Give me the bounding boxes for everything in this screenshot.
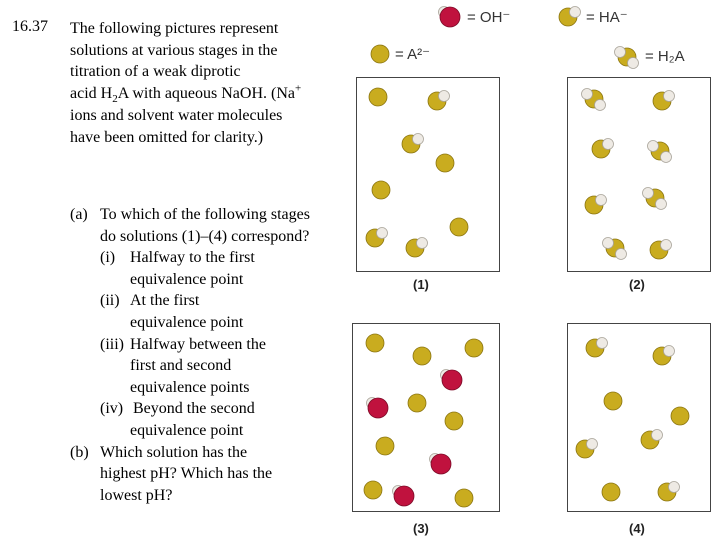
a2-ion-icon — [611, 492, 612, 493]
problem-number: 16.37 — [12, 18, 48, 35]
h2a-molecule-icon — [615, 248, 616, 249]
a2-ion-icon — [378, 97, 379, 98]
oh-ion-icon — [441, 464, 442, 465]
part-b-label: (b) — [70, 443, 89, 461]
intro-line-2: solutions at various stages in the — [70, 41, 278, 59]
a2-ion-icon — [373, 490, 374, 491]
ha-ion-icon — [415, 248, 416, 249]
option-ii-text-1: At the first — [130, 292, 200, 310]
a2-ion-icon — [613, 401, 614, 402]
part-b-line-3: lowest pH? — [100, 486, 173, 504]
option-iv-text-1: Beyond the second — [133, 400, 255, 418]
legend-ha-icon — [568, 17, 569, 18]
ha-ion-icon — [595, 348, 596, 349]
option-i-text-2: equivalence point — [130, 270, 244, 288]
option-iii-label: (iii) — [100, 335, 124, 353]
ha-ion-icon — [411, 144, 412, 145]
option-ii-text-2: equivalence point — [130, 314, 244, 331]
part-a-question-line-1: To which of the following stages — [100, 206, 310, 223]
part-a-question-line-2: do solutions (1)–(4) correspond? — [100, 227, 310, 245]
intro-line-4: acid $H_2A$ with aqueous NaOH. (Na+ — [70, 82, 302, 106]
a2-ion-icon — [422, 356, 423, 357]
h2a-molecule-icon — [655, 198, 656, 199]
problem-intro — [70, 18, 301, 148]
option-iii-text-2: first and second — [130, 357, 232, 375]
ha-ion-icon — [594, 205, 595, 206]
part-b-line-2: highest pH? Which has the — [100, 465, 273, 483]
solution-panel-4 — [567, 323, 711, 512]
ha-ion-icon — [375, 238, 376, 239]
intro-line-1: The following pictures represent — [70, 20, 279, 37]
option-i-label: (i) — [100, 249, 116, 267]
legend-h2a-label: = H₂A — [645, 48, 685, 65]
a2-ion-icon — [454, 421, 455, 422]
part-a-label: (a) — [70, 206, 88, 223]
oh-ion-icon — [452, 380, 453, 381]
a2-ion-icon — [375, 343, 376, 344]
ha-ion-icon — [601, 149, 602, 150]
legend-a2-icon — [380, 54, 381, 55]
a2-ion-icon — [445, 163, 446, 164]
ha-ion-icon — [662, 356, 663, 357]
a2-ion-icon — [417, 403, 418, 404]
legend-a2-label: = A²⁻ — [395, 46, 431, 63]
panel-caption-3: (3) — [413, 521, 429, 536]
a2-ion-icon — [464, 498, 465, 499]
oh-ion-icon — [378, 408, 379, 409]
option-ii-label: (ii) — [100, 292, 120, 310]
panel-caption-1: (1) — [413, 277, 429, 292]
legend-h2a-icon — [627, 57, 628, 58]
ha-ion-icon — [585, 449, 586, 450]
a2-ion-icon — [474, 348, 475, 349]
option-iv-text-2: equivalence point — [130, 422, 244, 439]
ha-ion-icon — [650, 440, 651, 441]
ha-ion-icon — [437, 101, 438, 102]
intro-line-5: ions and solvent water molecules — [70, 106, 283, 124]
panel-caption-4: (4) — [629, 521, 645, 536]
intro-line-6: have been omitted for clarity.) — [70, 128, 264, 146]
legend-ha-label: = HA⁻ — [586, 9, 628, 26]
legend-oh-icon — [450, 17, 451, 18]
a2-ion-icon — [385, 446, 386, 447]
option-iii-text-1: Halfway between the — [130, 335, 266, 353]
legend-oh-label: = OH⁻ — [467, 9, 511, 26]
a2-ion-icon — [459, 227, 460, 228]
option-i-text-1: Halfway to the first — [130, 249, 255, 267]
ha-ion-icon — [662, 101, 663, 102]
intro-line-3: titration of a weak diprotic — [70, 63, 241, 81]
part-b-line-1: Which solution has the — [100, 443, 248, 461]
option-iv-label: (iv) — [100, 400, 124, 418]
solution-panel-3 — [352, 323, 500, 512]
ha-ion-icon — [667, 492, 668, 493]
oh-ion-icon — [404, 496, 405, 497]
option-iii-text-3: equivalence points — [130, 378, 250, 396]
panel-caption-2: (2) — [629, 277, 645, 292]
solution-panel-2 — [567, 77, 711, 272]
solution-panel-1 — [356, 77, 500, 272]
h2a-molecule-icon — [594, 99, 595, 100]
a2-ion-icon — [381, 190, 382, 191]
ha-ion-icon — [659, 250, 660, 251]
a2-ion-icon — [680, 416, 681, 417]
h2a-molecule-icon — [660, 151, 661, 152]
